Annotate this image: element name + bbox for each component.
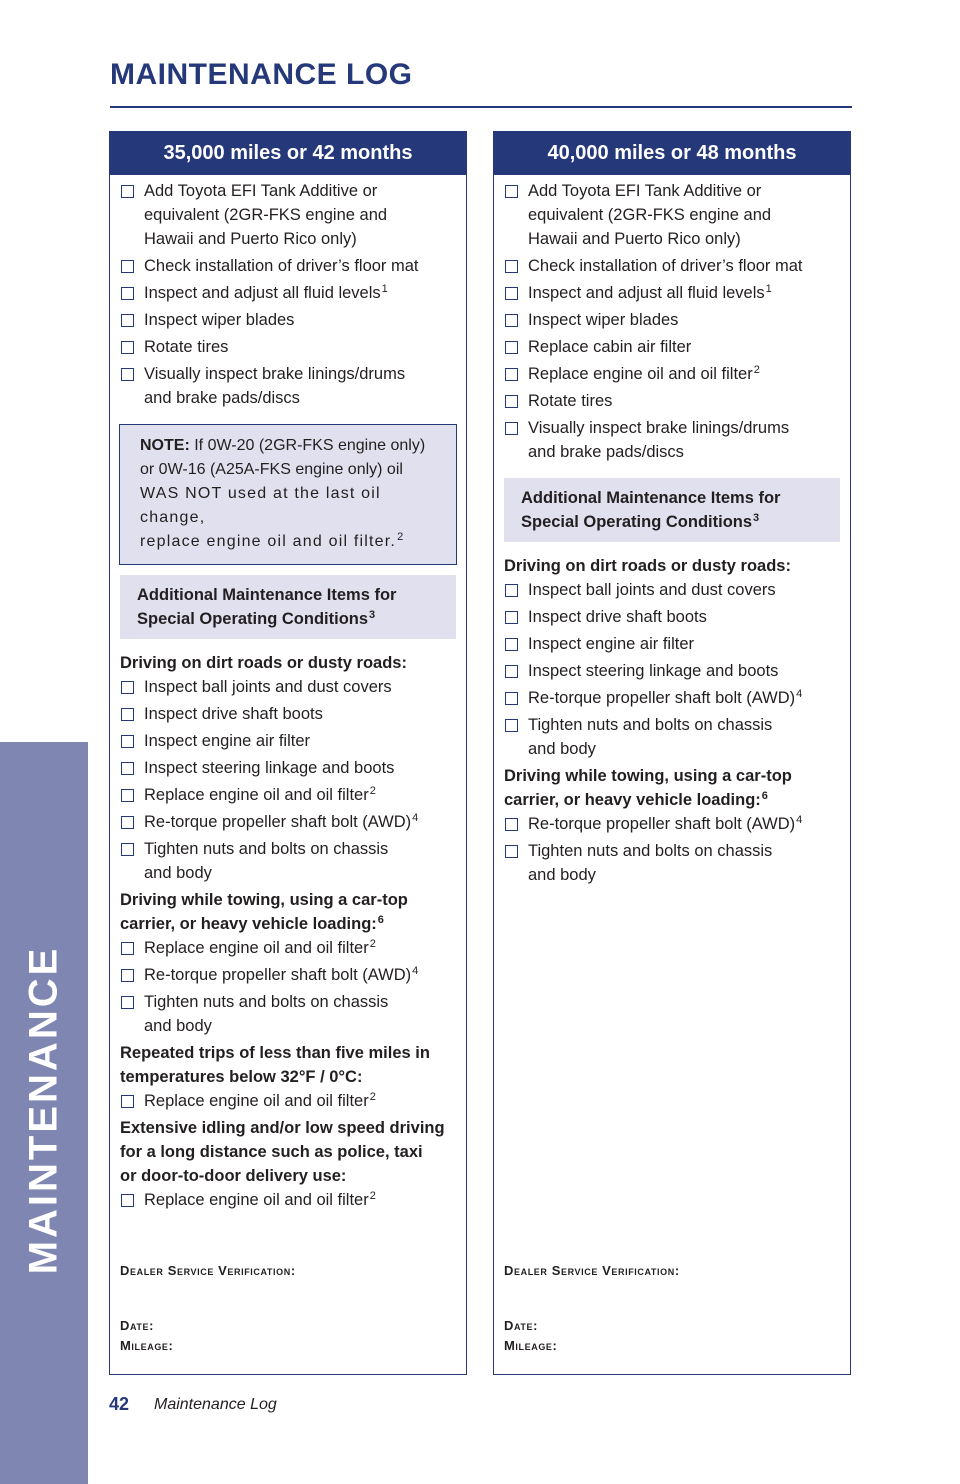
checkbox[interactable] [121,816,134,829]
page-title: MAINTENANCE LOG [110,58,413,91]
column-header: 35,000 miles or 42 months [110,132,466,175]
checklist-item: Tighten nuts and bolts on chassis and body [504,713,840,761]
checkbox[interactable] [505,692,518,705]
checklist-item: Replace engine oil and oil filter$^2$ [504,362,840,386]
condition-heading-towing: Driving while towing, using a car-top carrier, or heavy vehicle loading:$^6$ [120,891,408,933]
note-label: NOTE: [140,437,190,454]
checkbox[interactable] [505,845,518,858]
checklist-item: Check installation of driver’s floor mat [504,254,840,278]
page-number: 42 [109,1394,130,1414]
checkbox[interactable] [505,260,518,273]
footnote-ref: 4 [412,811,419,824]
checklist-item: Inspect ball joints and dust covers [120,675,456,699]
checkbox[interactable] [121,341,134,354]
checklist-item: Inspect wiper blades [504,308,840,332]
checklist-item: Visually inspect brake linings/drums and brake pads/discs [504,416,840,464]
checklist-item: Inspect wiper blades [120,308,456,332]
checklist-item: Re-torque propeller shaft bolt (AWD)$^4$ [504,812,840,836]
maintenance-column-40000 [493,131,851,1375]
footnote-ref: 2 [369,937,376,950]
checkbox[interactable] [121,287,134,300]
footnote-ref: 2 [369,1090,376,1103]
checkbox[interactable] [121,314,134,327]
checklist-item: Tighten nuts and bolts on chassis and body [120,837,456,885]
oil-note-box: NOTE: If 0W-20 (2GR-FKS engine only) or 0W-16 (A25A-FKS engine only) oil WAS NOT used at the last oil change, replace engine oil and oil filter.$^2$ [119,424,457,565]
checklist-item: Inspect engine air filter [120,729,456,753]
checklist-item: Inspect steering linkage and boots [120,756,456,780]
checkbox[interactable] [121,1194,134,1207]
side-tab-label: MAINTENANCE [21,945,66,1275]
dealer-verification-label: Dealer Service Verification: [120,1263,296,1278]
checklist-item: Check installation of driver’s floor mat [120,254,456,278]
condition-heading-short-trips: Repeated trips of less than five miles in temperatures below 32°F / 0°C: [120,1044,430,1086]
checklist-item: Inspect engine air filter [504,632,840,656]
checkbox[interactable] [505,368,518,381]
checkbox[interactable] [505,638,518,651]
additional-items-box: Additional Maintenance Items for Special Operating Conditions$^3$ [120,575,456,639]
checklist-item: Inspect ball joints and dust covers [504,578,840,602]
checklist-item: Add Toyota EFI Tank Additive or equivalent (2GR-FKS engine and Hawaii and Puerto Rico only) [504,179,840,251]
condition-heading-dirt: Driving on dirt roads or dusty roads: [120,654,407,672]
checklist-item: Inspect drive shaft boots [504,605,840,629]
footnote-ref: 6 [377,913,384,926]
additional-items-box: Additional Maintenance Items for Special Operating Conditions$^3$ [504,478,840,542]
checklist-item: Inspect steering linkage and boots [504,659,840,683]
checklist-item: Inspect drive shaft boots [120,702,456,726]
checkbox[interactable] [121,735,134,748]
checkbox[interactable] [505,185,518,198]
checkbox[interactable] [121,969,134,982]
column-header: 40,000 miles or 48 months [494,132,850,175]
checklist-item: Re-torque propeller shaft bolt (AWD)$^4$ [120,810,456,834]
checkbox[interactable] [121,185,134,198]
checkbox[interactable] [121,789,134,802]
checkbox[interactable] [121,708,134,721]
checkbox[interactable] [121,681,134,694]
checklist-item: Replace cabin air filter [504,335,840,359]
checklist-item: Inspect and adjust all fluid levels$^1$ [120,281,456,305]
checkbox[interactable] [121,368,134,381]
condition-heading-towing: Driving while towing, using a car-top carrier, or heavy vehicle loading:$^6$ [504,767,792,809]
checklist-item: Replace engine oil and oil filter$^2$ [120,783,456,807]
checkbox[interactable] [121,260,134,273]
checkbox[interactable] [505,422,518,435]
footnote-ref: 2 [369,784,376,797]
checkbox[interactable] [121,843,134,856]
checklist-item: Re-torque propeller shaft bolt (AWD)$^4$ [120,963,456,987]
footnote-ref: 1 [381,282,388,295]
checklist-item: Visually inspect brake linings/drums and brake pads/discs [120,362,456,410]
footnote-ref: 4 [796,813,803,826]
checkbox[interactable] [121,942,134,955]
column-body [494,175,850,887]
maintenance-column-35000 [109,131,467,1375]
title-rule [110,106,852,108]
footnote-ref: 4 [412,964,419,977]
checkbox[interactable] [121,996,134,1009]
checkbox[interactable] [505,584,518,597]
footnote-ref: 6 [761,789,768,802]
footnote-ref: 2 [753,363,760,376]
date-label: Date: [504,1318,539,1333]
checkbox[interactable] [505,314,518,327]
checklist-item: Add Toyota EFI Tank Additive or equivalent (2GR-FKS engine and Hawaii and Puerto Rico only) [120,179,456,251]
mileage-label: Mileage: [120,1338,174,1353]
checklist-item: Re-torque propeller shaft bolt (AWD)$^4$ [504,686,840,710]
checklist-item: Rotate tires [120,335,456,359]
footnote-ref: 2 [369,1189,376,1202]
checkbox[interactable] [505,287,518,300]
footnote-ref: 1 [765,282,772,295]
checklist-item: Tighten nuts and bolts on chassis and body [120,990,456,1038]
checklist-item: Inspect and adjust all fluid levels$^1$ [504,281,840,305]
footnote-ref: 4 [796,687,803,700]
mileage-label: Mileage: [504,1338,558,1353]
checklist-item: Tighten nuts and bolts on chassis and body [504,839,840,887]
footnote-ref: 2 [397,530,405,543]
checklist-item: Replace engine oil and oil filter$^2$ [120,936,456,960]
checkbox[interactable] [505,341,518,354]
checkbox[interactable] [505,611,518,624]
checkbox[interactable] [505,818,518,831]
checklist-item: Replace engine oil and oil filter$^2$ [120,1188,456,1212]
condition-heading-idling: Extensive idling and/or low speed driving for a long distance such as police, taxi or door-to-door delivery use: [120,1119,445,1185]
checkbox[interactable] [121,1095,134,1108]
checklist-item: Replace engine oil and oil filter$^2$ [120,1089,456,1113]
date-label: Date: [120,1318,155,1333]
footnote-ref: 3 [753,511,760,524]
checklist-item: Rotate tires [504,389,840,413]
checkbox[interactable] [505,395,518,408]
condition-heading-dirt: Driving on dirt roads or dusty roads: [504,557,791,575]
footer-section-label: Maintenance Log [154,1396,277,1413]
checkbox[interactable] [121,762,134,775]
column-body [110,175,466,1212]
footnote-ref: 3 [369,608,376,621]
dealer-verification-label: Dealer Service Verification: [504,1263,680,1278]
checkbox[interactable] [505,665,518,678]
checkbox[interactable] [505,719,518,732]
